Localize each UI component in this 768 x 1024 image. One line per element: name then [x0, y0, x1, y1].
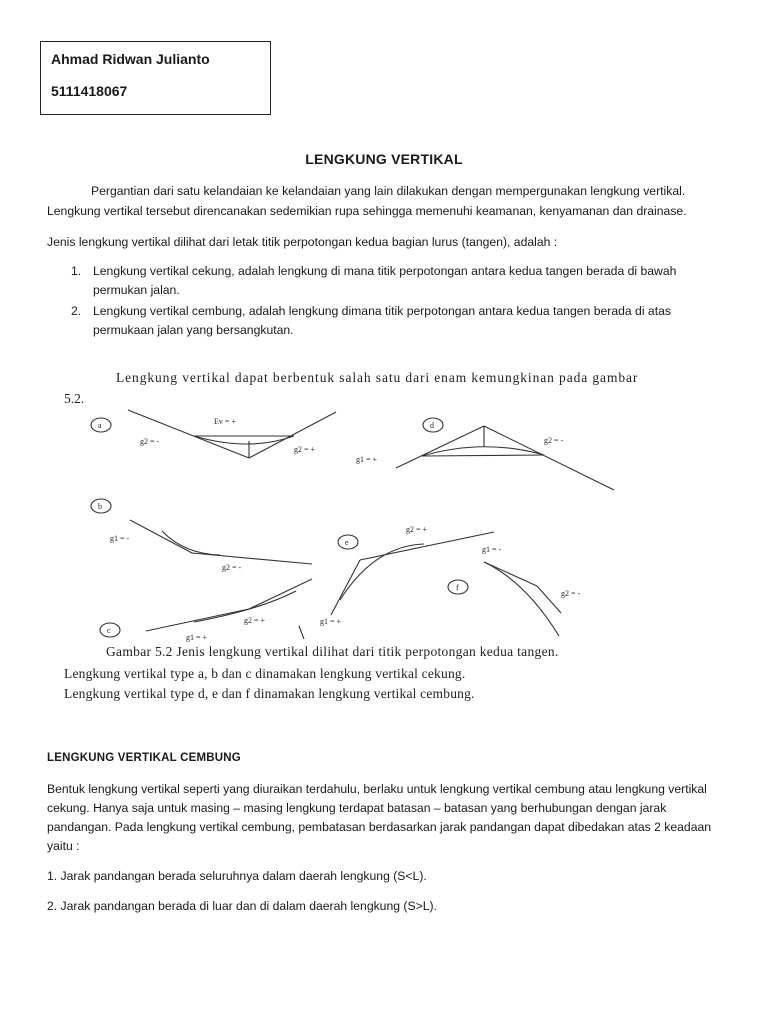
figure-caption: Gambar 5.2 Jenis lengkung vertikal dilihat dari titik perpotongan kedua tangen.	[106, 644, 559, 659]
author-name: Ahmad Ridwan Julianto	[51, 51, 210, 67]
label-c: c	[107, 626, 111, 635]
label-a-g2-right: g2 = +	[294, 445, 316, 454]
diagram-d	[396, 418, 614, 490]
label-b-g1: g1 = -	[110, 534, 130, 543]
label-f: f	[456, 583, 459, 592]
figure-line-2: Lengkung vertikal type d, e dan f dinamakan lengkung vertikal cembung.	[64, 686, 475, 701]
figure-lead-text: Lengkung vertikal dapat berbentuk salah satu dari enam kemungkinan pada gambar	[116, 370, 639, 385]
case-1: 1. Jarak pandangan berada seluruhnya dalam daerah lengkung (S<L).	[47, 869, 427, 883]
diagram-b	[91, 499, 312, 564]
vertical-curve	[162, 531, 220, 555]
intro-paragraph: Pergantian dari satu kelandaian ke kelandaian yang lain dilakukan dengan mempergunakan lengkung vertikal. Lengkung vertikal tersebut direncanakan sedemikian rupa sehingga memenuhi keamanan, kenyamanan dan drainase.	[47, 184, 687, 218]
section-paragraph: Bentuk lengkung vertikal seperti yang diuraikan terdahulu, berlaku untuk lengkung vertikal cembung atau lengkung vertikal cekung. Hanya saja untuk masing – masing lengkung terdapat batasan – batasan yang berhubungan dengan jarak pandangan. Pada lengkung vertikal cembung, pembatasan berdasarkan jarak pandangan dapat dibedakan atas 2 keadaan yaitu :	[47, 782, 712, 853]
chord	[422, 455, 544, 456]
label-b: b	[98, 502, 102, 511]
label-ev: Ev = +	[214, 417, 236, 426]
list-item	[47, 262, 727, 300]
label-e: e	[345, 538, 349, 547]
label-c-g2: g2 = +	[244, 616, 266, 625]
tangent-g1	[130, 520, 192, 553]
vertical-curve	[194, 436, 294, 444]
types-intro: Jenis lengkung vertikal dilihat dari letak titik perpotongan kedua bagian lurus (tangen), adalah :	[47, 235, 558, 249]
label-d-g2: g2 = -	[544, 436, 564, 445]
section-heading: LENGKUNG VERTIKAL CEMBUNG	[47, 752, 241, 764]
label-f-g1: g1 = -	[482, 545, 502, 554]
figure-line-1: Lengkung vertikal type a, b dan c dinamakan lengkung vertikal cekung.	[64, 666, 466, 681]
label-a: a	[98, 421, 102, 430]
label-d-g1: g1 = +	[356, 455, 378, 464]
author-box	[40, 41, 271, 115]
label-e-g1: g1 = +	[320, 617, 342, 626]
curve-types-diagram	[44, 356, 724, 646]
list-item-number: 1.	[71, 264, 82, 278]
vertical-curve	[340, 544, 424, 600]
label-c-g1: g1 = +	[186, 633, 208, 642]
types-list	[47, 262, 727, 342]
label-a-g2-left: g2 = -	[140, 437, 160, 446]
label-f-g2: g2 = -	[561, 589, 581, 598]
list-item-text: Lengkung vertikal cembung, adalah lengkung dimana titik perpotongan antara kedua tangen berada di atas permukaan jalan yang bersangkutan.	[93, 304, 671, 337]
vertical-curve	[484, 562, 559, 636]
list-item	[47, 302, 727, 340]
case-2: 2. Jarak pandangan berada di luar dan di dalam daerah lengkung (S>L).	[47, 899, 437, 913]
figure-lead-number: 5.2.	[64, 391, 85, 406]
diagram-c	[100, 579, 312, 639]
tangent-g2	[249, 412, 336, 458]
list-item-number: 2.	[71, 304, 82, 318]
tangent-g2	[360, 532, 494, 560]
figure-5-2	[44, 356, 724, 716]
tangent-g1	[146, 609, 249, 631]
label-b-g2: g2 = -	[222, 563, 242, 572]
diagram-e	[331, 532, 494, 615]
diagram-f	[448, 562, 561, 636]
list-item-text: Lengkung vertikal cekung, adalah lengkung di mana titik perpotongan antara kedua tangen berada di bawah permukan jalan.	[93, 264, 677, 297]
label-d: d	[430, 421, 434, 430]
label-e-g2: g2 = +	[406, 525, 428, 534]
author-id: 5111418067	[51, 83, 128, 99]
document-title: LENGKUNG VERTIKAL	[305, 151, 463, 167]
tick	[299, 626, 304, 639]
tangent-g2	[249, 579, 312, 609]
tangent-g1	[331, 560, 360, 615]
